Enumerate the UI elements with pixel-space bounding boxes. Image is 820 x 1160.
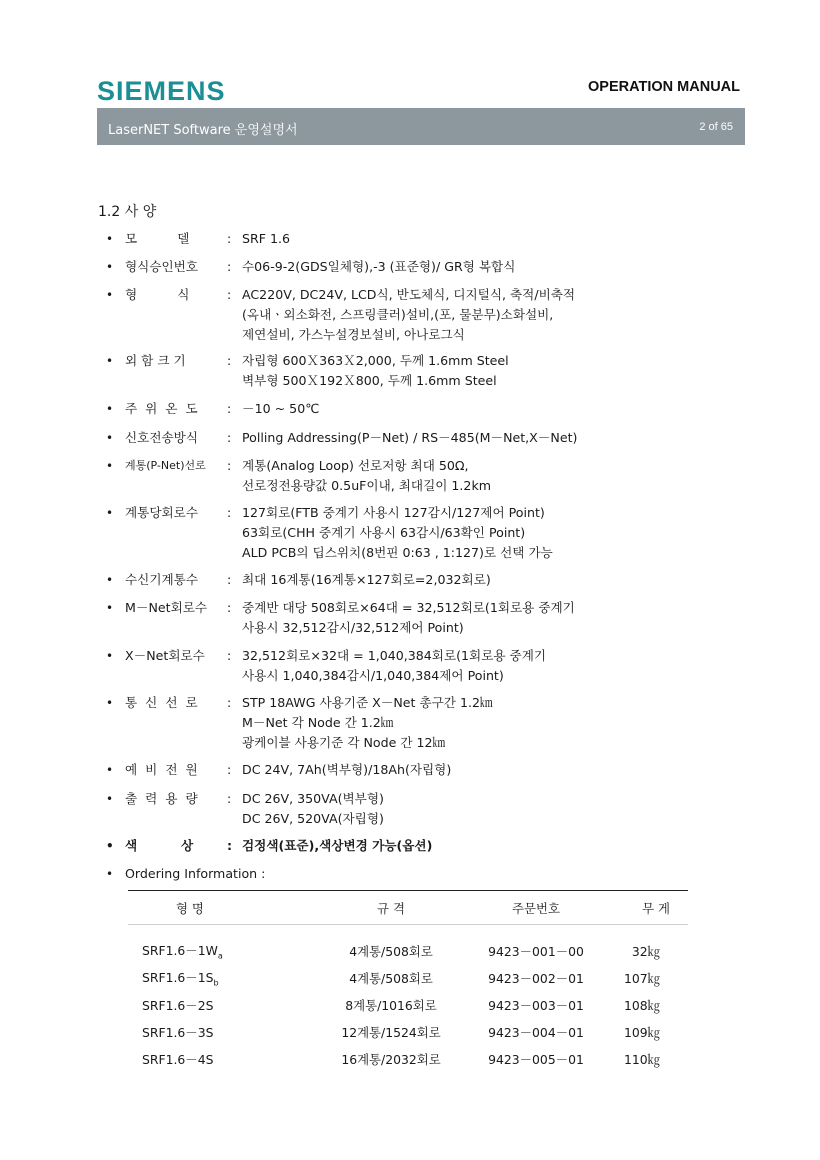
bullet-icon: • <box>106 839 114 853</box>
cell-weight: 108㎏ <box>623 997 660 1013</box>
cell-spec: 4계통/508회로 <box>349 970 433 986</box>
bullet-icon: • <box>106 649 114 663</box>
spec-label: 예 비 전 원 <box>125 762 198 777</box>
column-header-model: 형 명 <box>128 891 326 925</box>
cell-spec: 8계통/1016회로 <box>345 997 437 1013</box>
ordering-table <box>128 890 688 1072</box>
spec-value: 계통(Analog Loop) 선로저항 최대 50Ω, 선로정전용량값 0.5uF이내, 최대길이 1.2km <box>242 458 492 493</box>
cell-weight: 110㎏ <box>623 1051 660 1067</box>
cell-order-no: 9423－004－01 <box>488 1024 584 1040</box>
spec-value: 32,512회로×32대 = 1,040,384회로(1회로용 중계기 사용시 1,040,384감시/1,040,384제어 Point) <box>242 648 547 683</box>
spec-value: 검정색(표준),색상변경 가능(옵션) <box>242 838 433 853</box>
section-title: 1.2 사 양 <box>98 204 157 220</box>
doc-type-label: OPERATION MANUAL <box>588 79 740 95</box>
siemens-logo: SIEMENS <box>97 76 226 106</box>
bullet-icon: • <box>106 867 114 881</box>
spec-label: 주 위 온 도 <box>125 401 198 416</box>
cell-spec: 12계통/1524회로 <box>341 1024 441 1040</box>
spec-value: 자립형 600Ｘ363Ｘ2,000, 두께 1.6mm Steel 벽부형 500Ｘ192Ｘ800, 두께 1.6mm Steel <box>242 353 509 388</box>
bullet-icon: • <box>106 260 114 274</box>
bullet-icon: • <box>106 763 114 777</box>
cell-spec: 4계통/508회로 <box>349 943 433 959</box>
table-row <box>128 1018 688 1045</box>
spec-label: 색 상 <box>125 838 194 853</box>
spec-label: 수신기계통수 <box>125 572 198 587</box>
bullet-icon: • <box>106 354 114 368</box>
cell-weight: 32㎏ <box>631 943 660 959</box>
document-title: LaserNET Software 운영설명서 <box>108 123 298 138</box>
spec-label: 형 식 <box>125 287 190 302</box>
spec-value: DC 24V, 7Ah(벽부형)/18Ah(자립형) <box>242 762 452 777</box>
bullet-icon: • <box>106 506 114 520</box>
bullet-icon: • <box>106 402 114 416</box>
cell-spec: 16계통/2032회로 <box>341 1051 441 1067</box>
table-row <box>128 991 688 1018</box>
bullet-icon: • <box>106 288 114 302</box>
spec-value: Polling Addressing(P－Net) / RS－485(M－Net,X－Net) <box>242 430 578 445</box>
spec-value: STP 18AWG 사용기준 X－Net 총구간 1.2㎞ M－Net 각 Node 간 1.2㎞ 광케이블 사용기준 각 Node 간 12㎞ <box>242 695 493 750</box>
spec-value: 중계반 대당 508회로×64대 = 32,512회로(1회로용 중계기 사용시 32,512감시/32,512제어 Point) <box>242 600 575 635</box>
spec-label: 계통당회로수 <box>125 505 198 520</box>
bullet-icon: • <box>106 696 114 710</box>
column-header-spec: 규 격 <box>326 891 456 925</box>
spec-label: M－Net회로수 <box>125 600 208 615</box>
spec-value: AC220V, DC24V, LCD식, 반도체식, 디지털식, 축적/비축적 (옥내ㆍ외소화전, 스프링클러)설비,(포, 물분무)소화설비, 제연설비, 가스누설경보설비, 아나로그식 <box>242 287 576 342</box>
header-band <box>97 108 745 145</box>
spec-value: 127회로(FTB 중계기 사용시 127감시/127제어 Point) 63회로(CHH 중계기 사용시 63감시/63확인 Point) ALD PCB의 딥스위치(8번핀 0:63 , 1:127)로 선택 가능 <box>242 505 553 560</box>
bullet-icon: • <box>106 573 114 587</box>
cell-model: SRF1.6－2S <box>142 997 214 1013</box>
spec-label: X－Net회로수 <box>125 648 205 663</box>
spec-value: －10 ~ 50℃ <box>242 401 320 416</box>
spec-label: 형식승인번호 <box>125 259 198 274</box>
bullet-icon: • <box>106 232 114 246</box>
spec-value: 최대 16계통(16계통×127회로=2,032회로) <box>242 572 491 587</box>
spec-label: 통 신 선 로 <box>125 695 198 710</box>
cell-model: $SRF1.6-1W_a$ <box>142 942 223 961</box>
table-row <box>128 1045 688 1072</box>
bullet-icon: • <box>106 792 114 806</box>
cell-model: SRF1.6－3S <box>142 1024 214 1040</box>
column-header-weight: 무 게 <box>616 891 688 925</box>
spec-label: 계통(P-Net)선로 <box>125 459 206 472</box>
cell-model: $SRF1.6-1S_b$ <box>142 969 219 988</box>
bullet-icon: • <box>106 601 114 615</box>
spec-label: 외 함 크 기 <box>125 353 186 368</box>
table-row <box>128 964 688 991</box>
bullet-icon: • <box>106 431 114 445</box>
spec-value: DC 26V, 350VA(벽부형) DC 26V, 520VA(자립형) <box>242 791 384 826</box>
spec-label: 출 력 용 량 <box>125 791 198 806</box>
cell-model: SRF1.6－4S <box>142 1051 214 1067</box>
cell-order-no: 9423－002－01 <box>488 970 584 986</box>
page-indicator: 2 of 65 <box>699 121 733 133</box>
bullet-icon: • <box>106 459 114 473</box>
spec-label: 모 델 <box>125 231 190 246</box>
spec-label: Ordering Information : <box>125 866 266 881</box>
spec-value: SRF 1.6 <box>242 231 291 246</box>
cell-order-no: 9423－005－01 <box>488 1051 584 1067</box>
spec-label: 신호전송방식 <box>125 430 198 445</box>
table-row <box>128 925 688 965</box>
table-header-row <box>128 891 688 925</box>
spec-value: 수06-9-2(GDS일체형),-3 (표준형)/ GR형 복합식 <box>242 259 516 274</box>
column-header-order-no: 주문번호 <box>456 891 616 925</box>
cell-weight: 109㎏ <box>623 1024 660 1040</box>
cell-weight: 107㎏ <box>623 970 660 986</box>
cell-order-no: 9423－003－01 <box>488 997 584 1013</box>
cell-order-no: 9423－001－00 <box>488 943 584 959</box>
